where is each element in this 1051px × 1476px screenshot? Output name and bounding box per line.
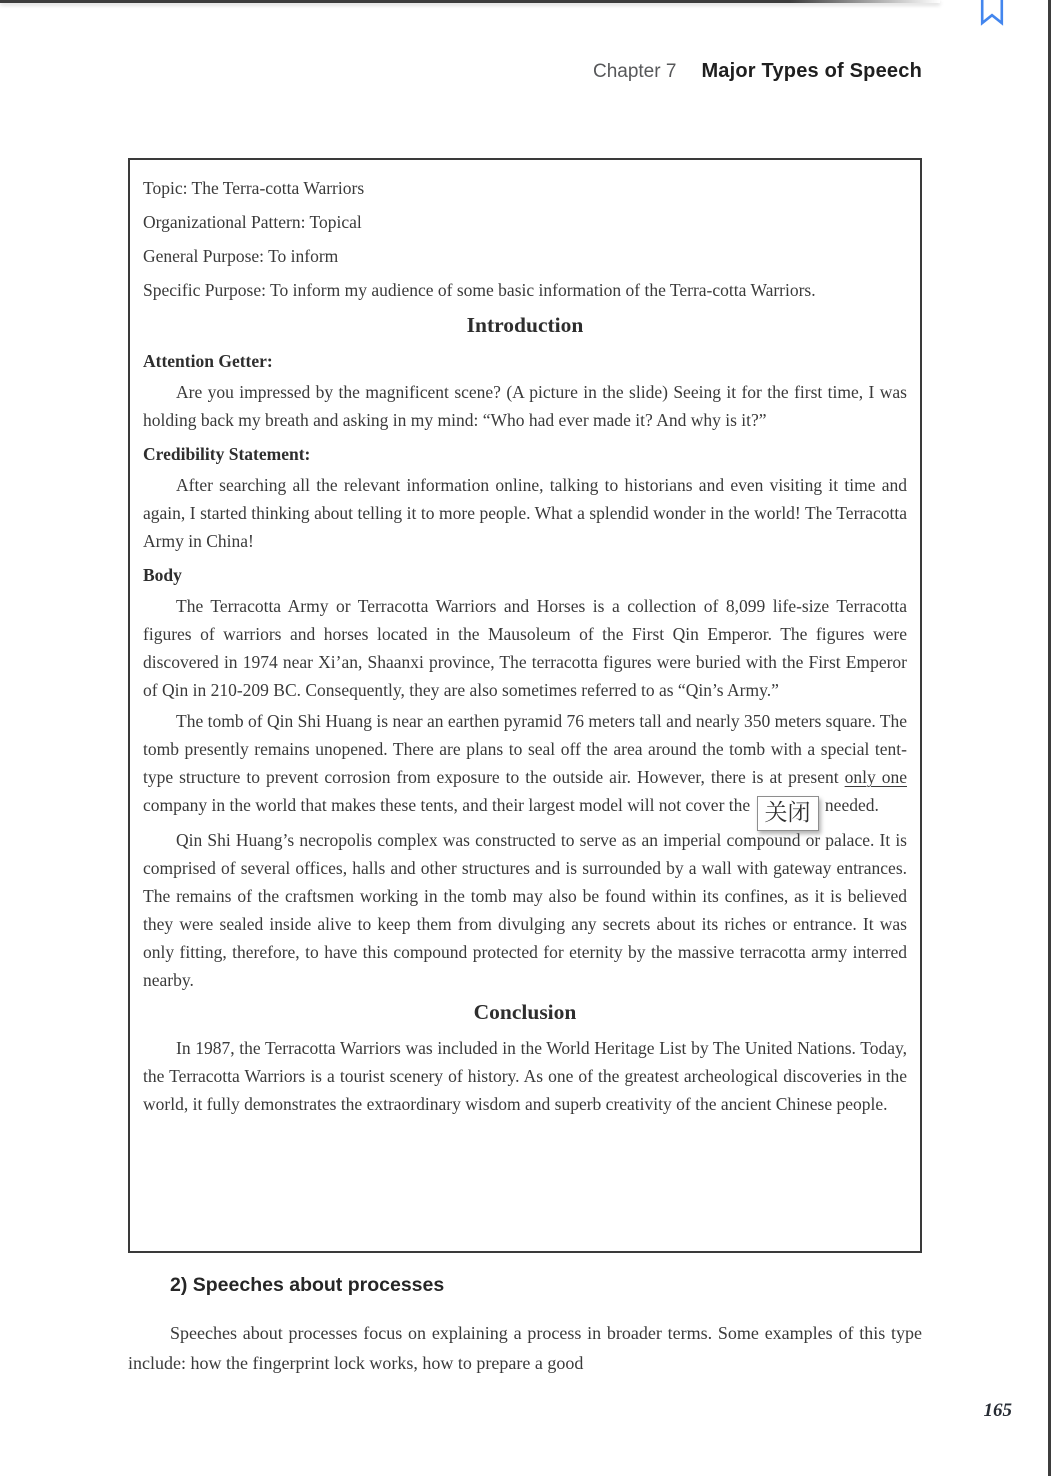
body-paragraph-3: Qin Shi Huang’s necropolis complex was constructed to serve as an imperial compound or palace. It is comprised of several offices, halls and other structures and is surrounded by a wall with gateway entrances. The remains of the craftsmen working in the tomb may also be found within its confines, as it is believed they were sealed inside alive to keep them from divulging any secrets about its riches or entrance. It was only fitting, therefore, to have this compound protected for eternity by the massive terracotta army interred nearby. [143,829,907,990]
chapter-header [593,60,922,83]
credibility-statement-paragraph: After searching all the relevant information online, talking to historians and even visiting it time and again, I started thinking about telling it to more people. What a splendid wonder in the world! The Terracotta Army in China! [143,475,907,551]
chapter-title: Major Types of Speech [701,60,922,82]
credibility-statement-label: Credibility Statement: [143,444,311,464]
outline-specific-purpose: Specific Purpose: To inform my audience of some basic information of the Terra-cotta Warriors. [143,280,816,300]
body-paragraph-2 [143,707,907,823]
outline-pattern: Organizational Pattern: Topical [143,212,362,232]
close-popup-button[interactable]: 关闭 [757,796,819,831]
chapter-number: Chapter 7 [592,61,677,82]
body-paragraph-2-text-before: The tomb of Qin Shi Huang is near an earthen pyramid 76 meters tall and nearly 350 meters square. The tomb presently remains unopened. There are plans to seal off the area around the tomb with a special tent-type structure to prevent corrosion from exposure to the outside air. However, there is at present [143,711,907,787]
bookmark-icon[interactable] [979,0,1005,27]
conclusion-paragraph: In 1987, the Terracotta Warriors was included in the World Heritage List by The United Nations. Today, the Terracotta Warriors is a tourist scenery of history. As one of the greatest archeological discoveries in the world, it fully demonstrates the extraordinary wisdom and superb creativity of the ancient Chinese people. [143,1037,907,1114]
body-paragraph-2-text-after: needed. [820,795,879,815]
conclusion-heading: Conclusion [473,999,577,1024]
body-paragraph-2-text-mid: company in the world that makes these tents, and their largest model will not cover the [143,795,755,815]
speech-outline-box [128,158,922,1253]
body-paragraph-1: The Terracotta Army or Terracotta Warriors and Horses is a collection of 8,099 life-size Terracotta figures of warriors and horses located in the Mausoleum of the First Qin Emperor. The figures were discovered in 1974 near Xi’an, Shaanxi province, The terracotta figures were buried with the First Emperor of Qin in 210-209 BC. Consequently, they are also sometimes referred to as “Qin’s Army.” [143,596,907,700]
page-top-edge [0,0,940,3]
introduction-heading: Introduction [466,313,584,337]
body-label: Body [143,565,182,585]
dictionary-highlighted-phrase[interactable]: only one [844,767,907,787]
outline-general-purpose: General Purpose: To inform [143,246,339,266]
subsection-heading-processes: 2) Speeches about processes [170,1274,445,1296]
outline-topic: Topic: The Terra-cotta Warriors [143,178,365,198]
subsection-paragraph: Speeches about processes focus on explaining a process in broader terms. Some examples of this type include: how the fingerprint lock works, how to prepare a good [128,1323,922,1373]
page-number: 165 [983,1400,1012,1421]
attention-getter-label: Attention Getter: [143,351,273,371]
attention-getter-paragraph: Are you impressed by the magnificent scene? (A picture in the slide) Seeing it for the first time, I was holding back my breath and asking in my mind: “Who had ever made it? And why is it?” [143,382,907,430]
